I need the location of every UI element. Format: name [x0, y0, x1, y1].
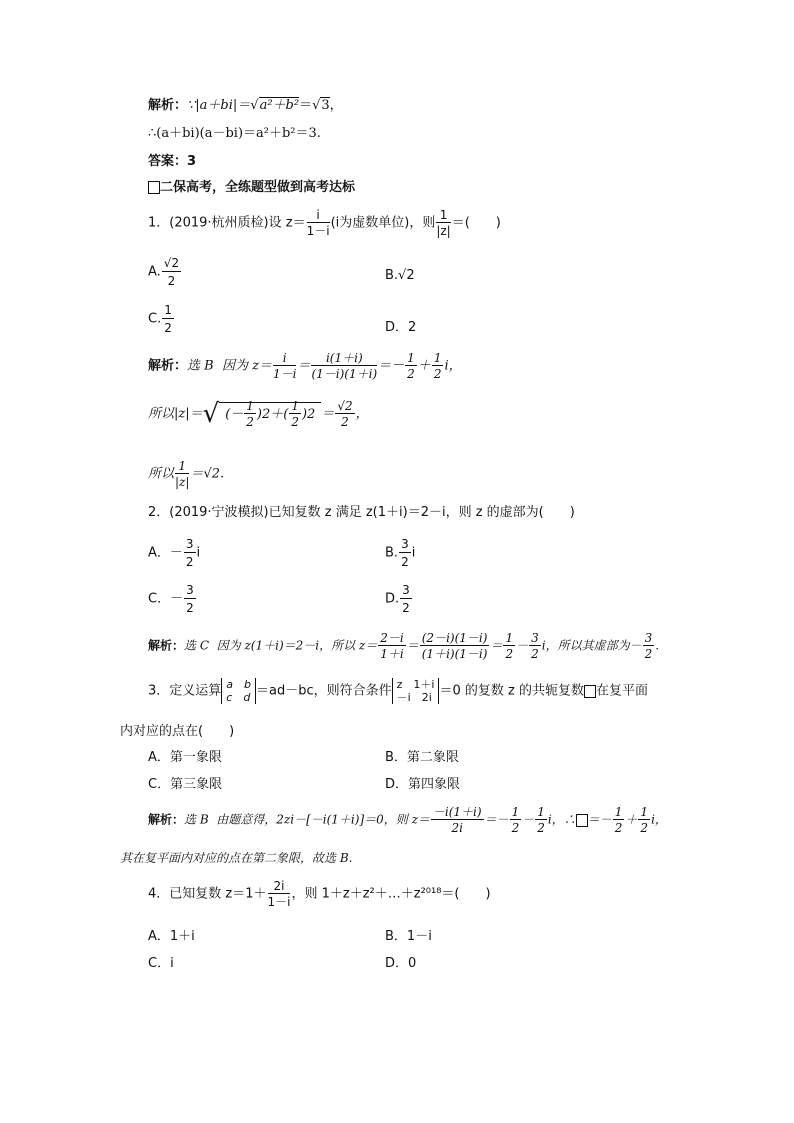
q3-option-c[interactable]: C．第三象限	[148, 777, 223, 792]
q3-option-b[interactable]: B．第二象限	[385, 750, 459, 765]
q2-option-a[interactable]: A．－ $\frac{3}{2}$ i	[148, 537, 201, 569]
question-3-stem-line-2: 内对应的点在( )	[120, 724, 235, 739]
q3-solution-line-1: 解析：选 B 由题意得，2zi－[－i(1＋i)]＝0，则 z＝ $\frac{-i(1+i)}{2i}$ ＝－ $\frac{1}{2}$ － $\frac{1}{2}$ i，∴ ＝－ $\frac{1}{2}$ ＋ $\frac{1}{2}$ i，	[148, 805, 667, 835]
question-1-stem: 1．(2019·杭州质检)设 z＝ $\frac{i}{1-i}$ (i为虚数单位)，则 $\frac{1}{|z|}$ ＝( )	[148, 208, 501, 238]
solution-label: 解析：	[148, 98, 188, 113]
q2-option-d[interactable]: D. $\frac{3}{2}$	[385, 583, 410, 615]
q1-option-c[interactable]: C. $\frac{1}{2}$	[148, 303, 172, 335]
q1-solution-line-2: 所以|z|＝√ (－ $\frac{1}{2}$ )2＋( $\frac{1}{2}$ )2 ＝ $\frac{√2}{2}$ ，	[148, 399, 369, 429]
q1-option-b[interactable]: B.√2	[385, 268, 415, 283]
q1-option-d[interactable]: D．2	[385, 320, 417, 335]
q4-option-c[interactable]: C．i	[148, 956, 174, 971]
q4-option-a[interactable]: A．1＋i	[148, 929, 195, 944]
question-3-stem: 3．定义运算 a b c d ＝ad－bc，则符合条件 z 1＋i －i 2i ＝0 的复数 z 的共轭复数 在复平面	[148, 678, 648, 704]
q1-solution-line-3: 所以 $\frac{1}{|z|}$ ＝√2.	[148, 459, 225, 489]
determinant-definition: a b c d	[221, 678, 256, 704]
q4-option-b[interactable]: B．1－i	[385, 929, 432, 944]
q1-solution-line-1: 解析：选 B 因为 z＝ $\frac{i}{1-i}$ ＝ $\frac{i(1+i)}{(1-i)(1+i)}$ ＝－ $\frac{1}{2}$ ＋ $\frac{1}{2}$ i，	[148, 351, 462, 381]
q2-option-b[interactable]: B. $\frac{3}{2}$ i	[385, 537, 416, 569]
q3-option-d[interactable]: D．第四象限	[385, 777, 461, 792]
answer-line: 答案：3	[148, 154, 197, 169]
determinant-condition: z 1＋i －i 2i	[392, 678, 440, 704]
section-marker-icon	[148, 181, 160, 194]
q2-solution: 解析：选 C 因为 z(1＋i)＝2－i，所以 z＝ $\frac{2-i}{1+i}$ ＝ $\frac{(2-i)(1-i)}{(1+i)(1-i)}$ ＝ $\frac{1}{2}$ － $\frac{3}{2}$ i，所以其虚部为－ $\frac{3}{2}$ .	[148, 631, 660, 661]
intro-line-2: ∴(a＋bi)(a－bi)＝a²＋b²＝3.	[148, 126, 321, 141]
q1-option-a[interactable]: A. $\frac{√2}{2}$	[148, 256, 180, 288]
intro-line-1: 解析：∵|a＋bi|＝√a²＋b²＝√3，	[148, 98, 343, 113]
q2-option-c[interactable]: C．－ $\frac{3}{2}$	[148, 583, 194, 615]
question-4-stem: 4．已知复数 z＝1＋ $\frac{2i}{1-i}$ ，则 1＋z＋z²＋…＋z²⁰¹⁸＝( )	[148, 879, 491, 909]
q3-option-a[interactable]: A．第一象限	[148, 750, 222, 765]
question-2-stem: 2．(2019·宁波模拟)已知复数 z 满足 z(1＋i)＝2－i，则 z 的虚部为( )	[148, 505, 575, 520]
conjugate-symbol-icon	[584, 685, 596, 698]
section-title: 二保高考，全练题型做到高考达标	[148, 181, 355, 194]
q3-solution-line-2: 其在复平面内对应的点在第二象限，故选 B.	[120, 851, 353, 865]
conjugate-symbol-icon	[576, 814, 588, 827]
q4-option-d[interactable]: D．0	[385, 956, 417, 971]
